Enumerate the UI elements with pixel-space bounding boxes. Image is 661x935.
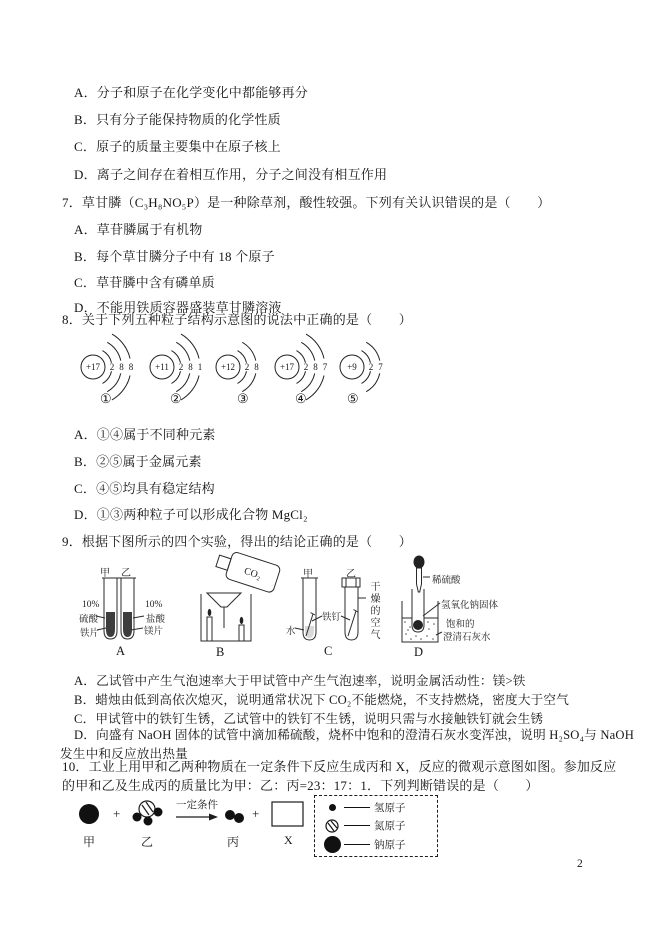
q6-option-d: D．离子之间存在着相互作用，分子之间没有相互作用 <box>74 167 388 182</box>
q7-option-a: A．草苷膦属于有机物 <box>74 222 203 237</box>
legend-text-hydrogen: 氢原子 <box>374 802 406 814</box>
legend-row-hydrogen <box>322 798 433 816</box>
svg-text:+17: +17 <box>85 362 101 372</box>
legend-dash <box>344 844 370 845</box>
hydrogen-atom-icon <box>322 804 342 811</box>
exp-d-limewater-label-1: 饱和的 <box>446 620 475 630</box>
exp-a-acid-left-pct: 10% <box>82 600 100 610</box>
reactant-2-label: 乙 <box>141 835 154 849</box>
svg-text:8: 8 <box>119 362 124 372</box>
exp-c-water-label: 水 <box>286 627 296 637</box>
co2-bottle <box>213 550 281 593</box>
exp-c-dry-air-label: 干燥的空气 <box>368 581 379 641</box>
svg-text:8: 8 <box>188 362 193 372</box>
particle-label-2: ② <box>170 391 182 406</box>
svg-text:8: 8 <box>313 362 318 372</box>
particle-label-3: ③ <box>237 391 249 406</box>
exp-c-caption: C <box>324 644 333 658</box>
exp-c-nail-label: 铁钉 <box>322 613 342 623</box>
legend-dash <box>344 807 370 808</box>
sodium-atom-icon <box>79 804 99 824</box>
reactant-1-label: 甲 <box>83 835 96 849</box>
exp-a-metal-left: 铁片 <box>80 629 100 639</box>
nitrogen-atom-icon <box>322 819 342 833</box>
svg-text:2: 2 <box>178 362 184 372</box>
exp-d-dropper-label: 稀硫酸 <box>432 576 461 586</box>
sodium-atom-icon <box>322 836 342 853</box>
hydrogen-molecule <box>225 810 244 823</box>
exp-d-limewater-label-2: 澄清石灰水 <box>443 633 491 643</box>
q9-option-b: B．蜡烛由低到高依次熄灭，说明通常状况下 CO₂不能燃烧，不支持燃烧，密度大于空气 <box>74 693 570 707</box>
q8-option-b: B．②⑤属于金属元素 <box>74 454 202 469</box>
exp-c-tube-right-label: 乙 <box>346 569 356 580</box>
q8-option-d: D．①③两种粒子可以形成化合物 MgCl₂ <box>74 507 308 522</box>
q9-option-c: C．甲试管中的铁钉生锈，乙试管中的铁钉不生锈，说明只需与水接触铁钉就会生锈 <box>74 712 544 726</box>
svg-text:7: 7 <box>378 362 383 372</box>
svg-text:+12: +12 <box>220 362 236 372</box>
svg-text:2: 2 <box>303 362 309 372</box>
q6-option-b: B．只有分子能保持物质的化学性质 <box>74 112 281 127</box>
q9-option-d: D．向盛有 NaOH 固体的试管中滴加稀硫酸，烧杯中饱和的澄清石灰水变浑浊，说明 H₂SO₄与 NaOH 发生中和反应放出热量 <box>60 728 634 761</box>
exp-a-metal-right: 镁片 <box>144 627 164 637</box>
unknown-product-box <box>272 802 303 826</box>
svg-text:1: 1 <box>197 362 203 372</box>
exp-d-caption: D <box>414 645 424 659</box>
legend-dash <box>344 825 370 826</box>
exp-a-acid-right-pct: 10% <box>145 600 163 610</box>
exp-a-tube-right-label: 乙 <box>121 568 131 579</box>
svg-text:8: 8 <box>128 362 134 372</box>
reaction-arrow <box>176 814 218 821</box>
ammonia-molecule <box>133 801 163 826</box>
plus-sign-1: + <box>113 806 121 821</box>
legend-text-sodium: 钠原子 <box>374 840 406 852</box>
particle-label-4: ④ <box>295 391 307 406</box>
exp-a-acid-right: 盐酸 <box>146 615 166 625</box>
q7-option-c: C．草苷膦中含有磷单质 <box>74 275 215 290</box>
svg-text:+9: +9 <box>347 362 357 372</box>
page-number: 2 <box>577 858 583 870</box>
legend-row-nitrogen <box>322 817 433 835</box>
svg-text:8: 8 <box>254 362 259 372</box>
q8-stem: 8．关于下列五种粒子结构示意图的说法中正确的是（ ） <box>62 312 412 327</box>
particle-label-1: ① <box>100 391 112 406</box>
legend-text-nitrogen: 氮原子 <box>374 821 406 833</box>
q8-option-c: C．④⑤均具有稳定结构 <box>74 481 215 496</box>
exp-a-acid-left: 硫酸 <box>79 615 99 625</box>
plus-sign-2: + <box>252 806 260 821</box>
q7-option-b: B．每个草甘膦分子中有 18 个原子 <box>74 249 275 264</box>
product-2-label: X <box>284 833 293 847</box>
exp-a-tube-left-label: 甲 <box>100 568 110 579</box>
particle-label-5: ⑤ <box>347 391 359 406</box>
reaction-condition-label: 一定条件 <box>176 800 218 811</box>
svg-text:+17: +17 <box>279 362 295 372</box>
svg-text:2: 2 <box>368 362 374 372</box>
q9-option-a: A．乙试管中产生气泡速率大于甲试管中产生气泡速率，说明金属活动性：镁>铁 <box>74 674 526 688</box>
exp-c-tube-left-label: 甲 <box>303 569 313 580</box>
q6-option-a: A．分子和原子在化学变化中都能够再分 <box>74 85 308 100</box>
exp-b-caption: B <box>216 645 225 659</box>
q7-stem: 7．草甘膦（C₃H₈NO₅P）是一种除草剂，酸性较强。下列有关认识错误的是（ ） <box>62 195 551 210</box>
q7-option-d: D．不能用铁质容器盛装草甘膦溶液 <box>74 300 282 315</box>
exp-d-solid-label: 氢氧化钠固体 <box>441 601 499 611</box>
legend-row-sodium <box>322 836 433 854</box>
svg-text:2: 2 <box>244 362 250 372</box>
svg-text:2: 2 <box>109 362 115 372</box>
svg-text:7: 7 <box>322 362 328 372</box>
product-1-label: 丙 <box>227 835 240 849</box>
q6-option-c: C．原子的质量主要集中在原子核上 <box>74 139 281 154</box>
q9-stem: 9．根据下图所示的四个实验，得出的结论正确的是（ ） <box>62 534 412 549</box>
q10-stem: 10．工业上用甲和乙两种物质在一定条件下反应生成丙和 X，反应的微观示意图如图。参加反应的甲和乙及生成丙的质量比为甲：乙：丙=23：17：1．下列判断错误的是（ ） <box>62 759 617 793</box>
co2-bottle-label: CO₂ <box>242 565 263 582</box>
atom-legend <box>314 795 438 857</box>
svg-text:+11: +11 <box>155 362 169 372</box>
q8-option-a: A．①④属于不同种元素 <box>74 427 216 442</box>
exp-a-caption: A <box>116 644 126 658</box>
